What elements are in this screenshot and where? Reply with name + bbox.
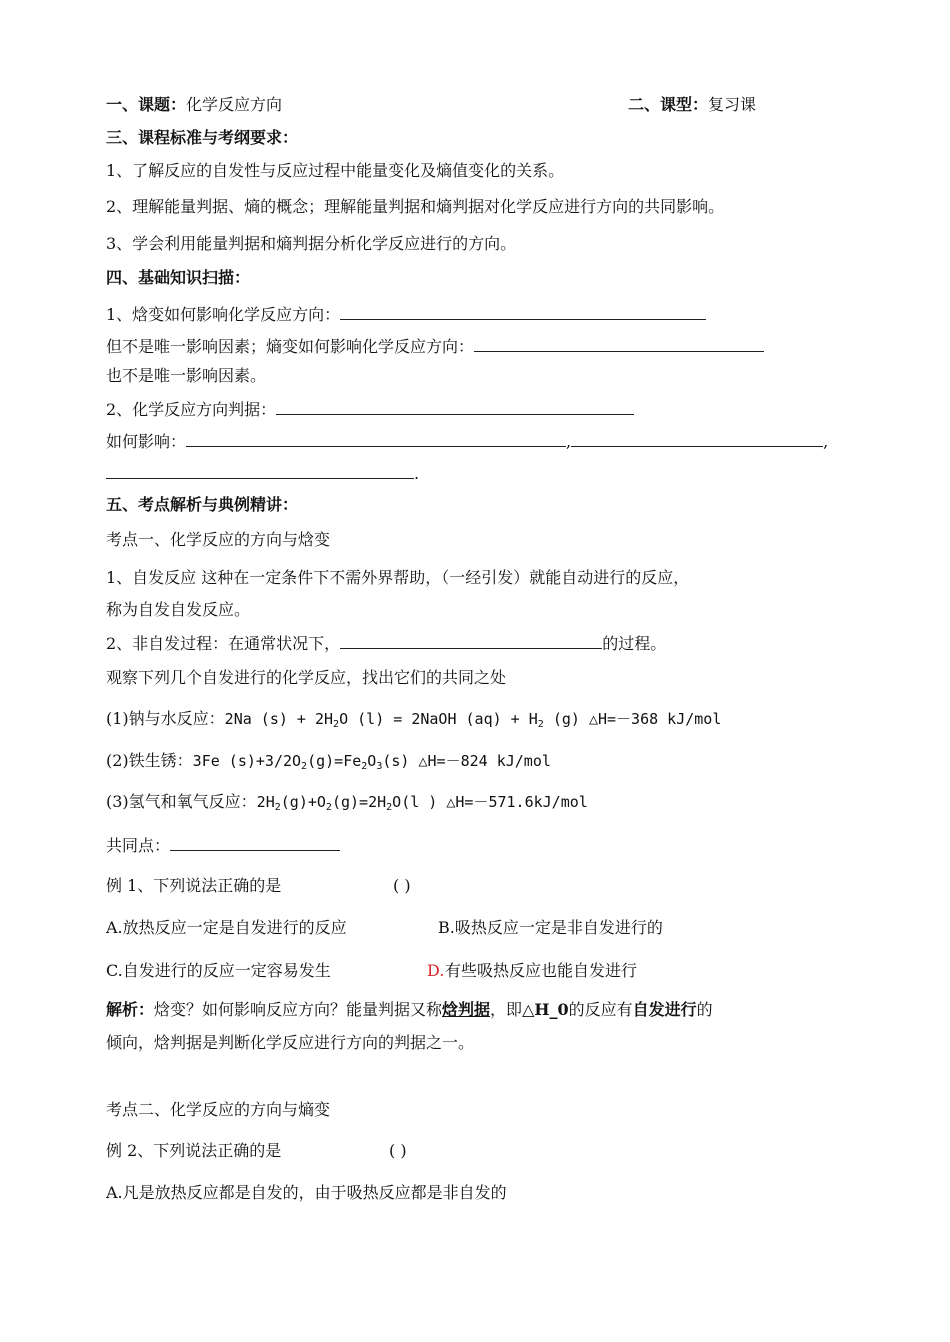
eq-part: 2H bbox=[256, 793, 275, 811]
analysis-text: 的 bbox=[696, 1000, 713, 1019]
subscript: 2 bbox=[301, 761, 308, 772]
analysis-key-delta-h: △H_0 bbox=[522, 1000, 569, 1019]
eq-part: (g) △H=－368 kJ/mol bbox=[543, 710, 722, 728]
common-blank[interactable] bbox=[170, 836, 340, 851]
q2-how-blank-3[interactable] bbox=[106, 464, 414, 479]
nonspontaneous-line bbox=[106, 634, 666, 652]
section5-title: 五、考点解析与典例精讲： bbox=[106, 495, 299, 514]
example1-option-c[interactable]: C.自发进行的反应一定容易发生 bbox=[106, 961, 331, 980]
q1-line bbox=[106, 305, 706, 323]
eq-part: (g)+O bbox=[280, 793, 326, 811]
q2-text: 2、化学反应方向判据： bbox=[106, 400, 277, 419]
point2-title: 考点二、化学反应的方向与熵变 bbox=[106, 1100, 331, 1119]
nonspontaneous-prefix: 2、非自发过程：在通常状况下， bbox=[106, 634, 341, 653]
example1-answer-paren[interactable]: ( ) bbox=[393, 876, 411, 895]
example2-answer-paren[interactable]: ( ) bbox=[389, 1141, 407, 1160]
q1-cont-text: 但不是唯一影响因素；熵变如何影响化学反应方向： bbox=[106, 337, 475, 356]
subscript: 2 bbox=[537, 719, 544, 730]
reaction-1 bbox=[106, 709, 722, 730]
spontaneous-def-line-2: 称为自发自发反应。 bbox=[106, 600, 251, 619]
spontaneous-def-line-1: 1、自发反应 这种在一定条件下不需外界帮助，（一经引发）就能自动进行的反应， bbox=[106, 568, 690, 587]
option-d-letter: D. bbox=[427, 961, 445, 980]
q2-how-line bbox=[106, 432, 828, 450]
reaction-3 bbox=[106, 792, 588, 813]
section3-title: 三、课程标准与考纲要求： bbox=[106, 128, 299, 147]
q1-text: 1、焓变如何影响化学反应方向： bbox=[106, 305, 341, 324]
q2-line bbox=[106, 400, 634, 418]
comma-2: , bbox=[823, 432, 829, 451]
q2-how-blank-1[interactable] bbox=[186, 432, 566, 447]
q2-how-blank-2[interactable] bbox=[571, 432, 823, 447]
analysis-text: ，即 bbox=[490, 1000, 523, 1019]
subscript: 2 bbox=[361, 761, 368, 772]
analysis-key-spontaneous: 自发进行 bbox=[632, 1000, 697, 1019]
reaction-1-eq bbox=[225, 710, 722, 728]
subscript: 3 bbox=[376, 761, 383, 772]
eq-part: O (l) = 2NaOH (aq) + H bbox=[339, 710, 538, 728]
example1-stem: 例 1、下列说法正确的是 bbox=[106, 876, 282, 895]
eq-part: O(l ) △H=－571.6kJ/mol bbox=[392, 793, 588, 811]
q1-cont-line bbox=[106, 337, 764, 355]
subscript: 2 bbox=[333, 719, 340, 730]
common-label: 共同点： bbox=[106, 836, 171, 855]
eq-part: (g)=2H bbox=[331, 793, 387, 811]
analysis-line-2: 倾向，焓判据是判断化学反应进行方向的判据之一。 bbox=[106, 1033, 475, 1052]
lesson-type-value: 复习课 bbox=[708, 95, 757, 114]
comma-1: , bbox=[566, 432, 572, 451]
analysis-line-1 bbox=[106, 1002, 713, 1018]
q2-blank[interactable] bbox=[276, 400, 634, 415]
reaction-3-label: (3)氢气和氧气反应： bbox=[106, 792, 257, 811]
topic-label: 一、课题： bbox=[106, 95, 187, 114]
standard-item-1: 1、了解反应的自发性与反应过程中能量变化及熵值变化的关系。 bbox=[106, 161, 565, 180]
example1-option-d-text[interactable] bbox=[445, 963, 637, 979]
q2-how-text: 如何影响： bbox=[106, 432, 187, 451]
common-line bbox=[106, 836, 340, 854]
analysis-label: 解析： bbox=[106, 1000, 155, 1019]
example1-option-b[interactable]: B.吸热反应一定是非自发进行的 bbox=[438, 918, 663, 937]
example2-stem: 例 2、下列说法正确的是 bbox=[106, 1141, 282, 1160]
nonspontaneous-suffix: 的过程。 bbox=[602, 634, 667, 653]
observe-line: 观察下列几个自发进行的化学反应，找出它们的共同之处 bbox=[106, 668, 507, 687]
analysis-text: 焓变？如何影响反应方向？能量判据又称 bbox=[154, 1000, 443, 1019]
subscript: 2 bbox=[274, 802, 281, 813]
example1-option-a[interactable]: A.放热反应一定是自发进行的反应 bbox=[106, 918, 347, 937]
analysis-key-enthalpy-criterion: 焓判据 bbox=[442, 1000, 491, 1019]
q1-end: 也不是唯一影响因素。 bbox=[106, 366, 267, 385]
eq-part: (g)=Fe bbox=[307, 752, 362, 770]
standard-item-2: 2、理解能量判据、熵的概念；理解能量判据和熵判据对化学反应进行方向的共同影响。 bbox=[106, 197, 725, 216]
option-d-body: 有些吸热反应也能自发进行 bbox=[445, 961, 638, 980]
reaction-2-label: (2)铁生锈： bbox=[106, 751, 193, 770]
q1-entropy-blank[interactable] bbox=[474, 337, 764, 352]
section4-title: 四、基础知识扫描： bbox=[106, 268, 251, 287]
example1-option-d-marker[interactable] bbox=[427, 963, 444, 979]
subscript: 2 bbox=[386, 802, 393, 813]
subscript: 2 bbox=[325, 802, 332, 813]
topic-value: 化学反应方向 bbox=[186, 95, 283, 114]
example2-option-a[interactable]: A.凡是放热反应都是自发的，由于吸热反应都是非自发的 bbox=[106, 1183, 507, 1202]
point1-title: 考点一、化学反应的方向与焓变 bbox=[106, 530, 331, 549]
standard-item-3: 3、学会利用能量判据和熵判据分析化学反应进行的方向。 bbox=[106, 234, 517, 253]
period: . bbox=[414, 464, 420, 483]
reaction-2-eq bbox=[193, 752, 551, 770]
eq-part: 2Na (s) + 2H bbox=[224, 710, 334, 728]
nonspontaneous-blank[interactable] bbox=[340, 634, 602, 649]
reaction-1-label: (1)钠与水反应： bbox=[106, 709, 225, 728]
q2-how-line-2 bbox=[106, 464, 419, 482]
eq-part: O bbox=[367, 752, 377, 770]
topic-line bbox=[106, 97, 282, 113]
eq-part: (s) △H=－824 kJ/mol bbox=[382, 752, 551, 770]
analysis-text: 的反应有 bbox=[568, 1000, 633, 1019]
reaction-3-eq bbox=[257, 793, 588, 811]
eq-part: 3Fe (s)+3/2O bbox=[192, 752, 302, 770]
lesson-type-label: 二、课型： bbox=[628, 95, 709, 114]
reaction-2 bbox=[106, 751, 551, 772]
q1-blank[interactable] bbox=[340, 305, 706, 320]
lesson-type-line bbox=[628, 97, 756, 113]
